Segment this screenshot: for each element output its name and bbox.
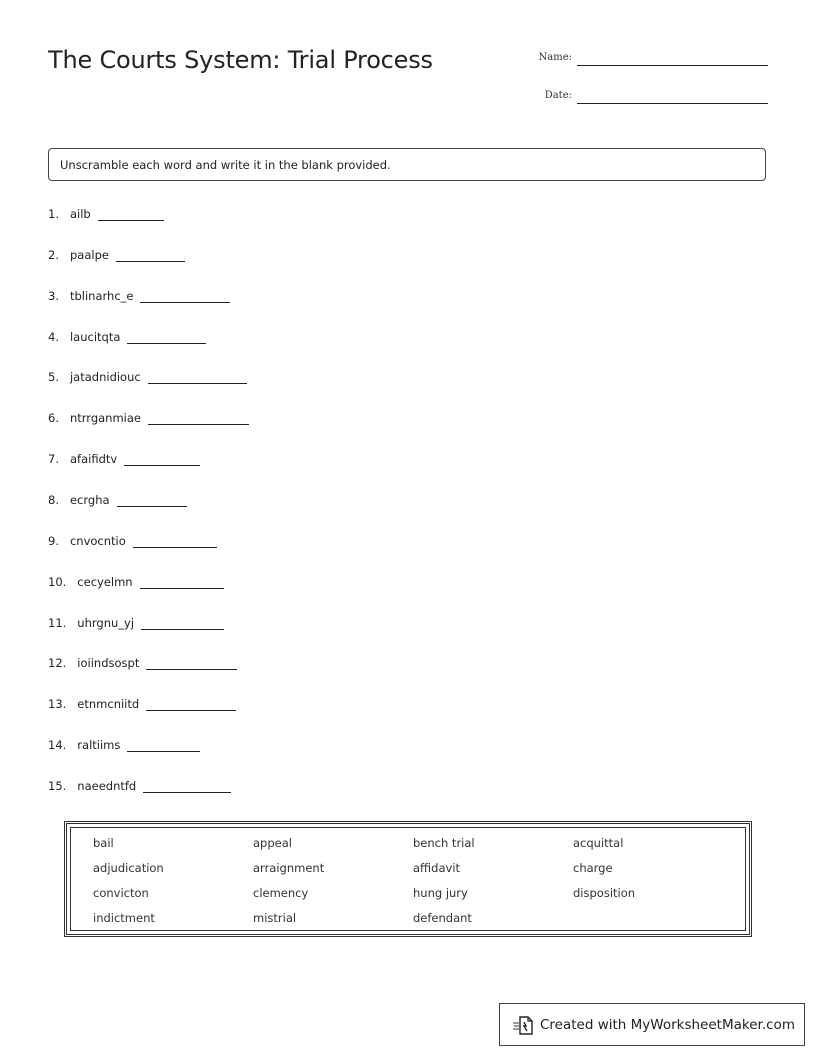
scrambled-word: tblinarhc_e — [69, 289, 134, 303]
word-bank-item: clemency — [253, 886, 309, 900]
word-bank-item: acquittal — [573, 836, 624, 850]
scrambled-word: ntrrganmiae — [69, 411, 141, 425]
answer-blank[interactable] — [133, 546, 217, 548]
name-label: Name: — [538, 52, 572, 63]
word-bank-item: appeal — [253, 836, 292, 850]
answer-blank[interactable] — [141, 628, 224, 630]
answer-blank[interactable] — [116, 260, 185, 262]
problem-item — [48, 289, 348, 309]
problem-item — [48, 616, 348, 636]
answer-blank[interactable] — [148, 382, 247, 384]
problem-number: 12. — [48, 656, 67, 670]
word-bank-item: arraignment — [253, 861, 325, 875]
problem-item — [48, 493, 348, 513]
scrambled-word: raltiims — [77, 738, 121, 752]
word-bank-item: charge — [573, 861, 613, 875]
answer-blank[interactable] — [148, 423, 249, 425]
word-bank-item: hung jury — [413, 886, 468, 900]
problem-item — [48, 697, 348, 717]
problem-number: 3. — [48, 289, 59, 303]
date-field[interactable] — [530, 84, 768, 104]
problem-number: 5. — [48, 370, 59, 384]
word-bank-item: convicton — [93, 886, 149, 900]
problem-item — [48, 207, 348, 227]
word-bank — [64, 821, 752, 937]
scrambled-word: cnvocntio — [69, 534, 126, 548]
word-bank-item: disposition — [573, 886, 636, 900]
footer-credit[interactable] — [499, 1003, 805, 1046]
date-line — [577, 103, 768, 104]
word-bank-item: indictment — [93, 911, 155, 925]
footer-credit-text: Created with MyWorksheetMaker.com — [540, 1016, 795, 1033]
scrambled-word: ioiindsospt — [77, 656, 140, 670]
problem-item — [48, 779, 348, 799]
problem-item — [48, 248, 348, 268]
word-bank-item: defendant — [413, 911, 472, 925]
problem-number: 6. — [48, 411, 59, 425]
problem-item — [48, 452, 348, 472]
word-bank-item: mistrial — [253, 911, 297, 925]
scrambled-word: jatadnidiouc — [69, 370, 141, 384]
problem-number: 10. — [48, 575, 67, 589]
answer-blank[interactable] — [140, 587, 224, 589]
answer-blank[interactable] — [98, 219, 164, 221]
problem-number: 11. — [48, 616, 67, 630]
name-field[interactable] — [530, 46, 768, 66]
scrambled-word: afaifidtv — [69, 452, 118, 466]
instructions-box: Unscramble each word and write it in the blank provided. — [48, 148, 766, 181]
problem-item — [48, 534, 348, 554]
scrambled-word: uhrgnu_yj — [77, 616, 135, 630]
problem-item — [48, 575, 348, 595]
answer-blank[interactable] — [143, 791, 231, 793]
answer-blank[interactable] — [146, 668, 237, 670]
word-bank-item: bail — [93, 836, 114, 850]
answer-blank[interactable] — [127, 342, 206, 344]
answer-blank[interactable] — [146, 709, 236, 711]
problem-item — [48, 370, 348, 390]
problem-item — [48, 656, 348, 676]
scrambled-word: laucitqta — [69, 330, 121, 344]
answer-blank[interactable] — [117, 505, 187, 507]
problem-number: 15. — [48, 779, 67, 793]
answer-blank[interactable] — [127, 750, 200, 752]
worksheet-maker-logo-icon — [512, 1014, 534, 1036]
scrambled-word: ailb — [69, 207, 91, 221]
problem-number: 9. — [48, 534, 59, 548]
word-bank-item: bench trial — [413, 836, 475, 850]
answer-blank[interactable] — [124, 464, 200, 466]
answer-blank[interactable] — [140, 301, 230, 303]
problem-number: 1. — [48, 207, 59, 221]
problem-number: 13. — [48, 697, 67, 711]
scrambled-word: ecrgha — [69, 493, 110, 507]
problem-number: 14. — [48, 738, 67, 752]
scrambled-word: cecyelmn — [77, 575, 133, 589]
problem-number: 4. — [48, 330, 59, 344]
page-title: The Courts System: Trial Process — [48, 46, 433, 74]
word-bank-item: affidavit — [413, 861, 461, 875]
date-label: Date: — [544, 90, 572, 101]
scrambled-word: paalpe — [69, 248, 109, 262]
problem-number: 2. — [48, 248, 59, 262]
name-line — [577, 65, 768, 66]
problem-item — [48, 411, 348, 431]
scrambled-word: naeedntfd — [77, 779, 137, 793]
word-bank-item: adjudication — [93, 861, 164, 875]
problem-number: 8. — [48, 493, 59, 507]
problem-number: 7. — [48, 452, 59, 466]
scrambled-word: etnmcniitd — [77, 697, 140, 711]
problem-item — [48, 330, 348, 350]
problem-item — [48, 738, 348, 758]
